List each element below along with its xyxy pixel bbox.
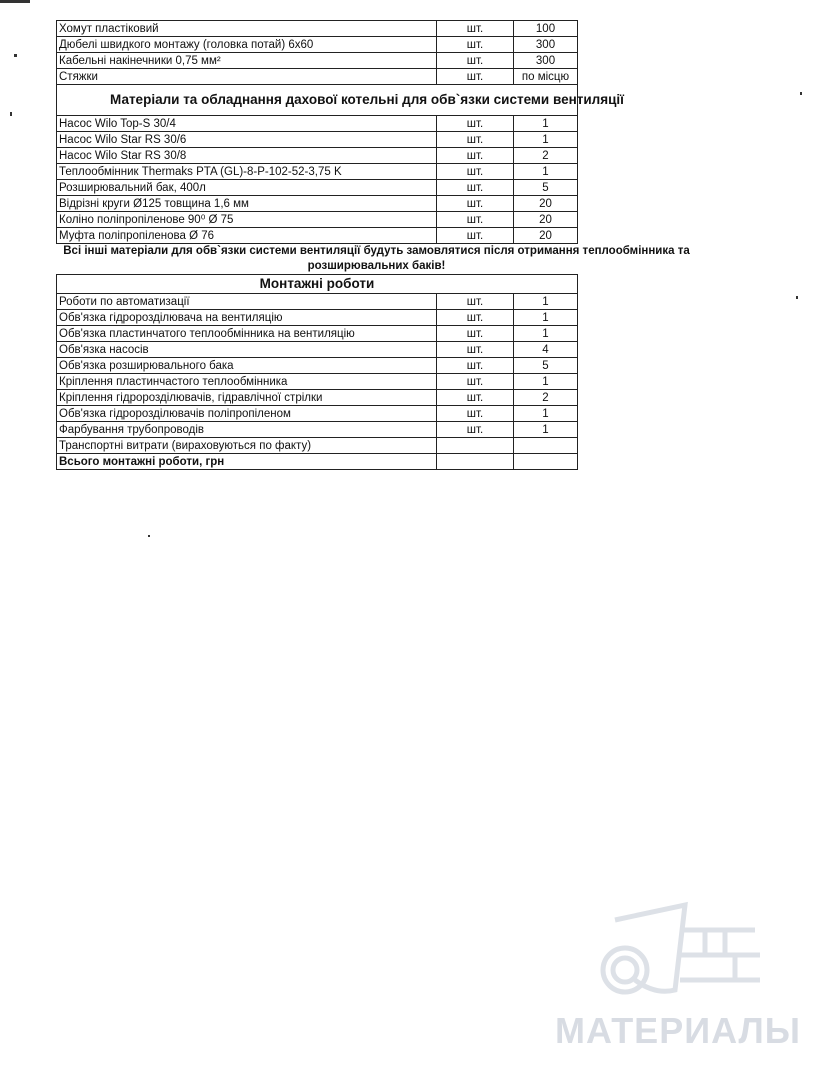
item-unit: шт. <box>437 342 514 358</box>
item-qty: 1 <box>514 294 578 310</box>
item-name: Коліно поліпропіленове 90⁰ Ø 75 <box>57 212 437 228</box>
table-row <box>57 148 578 164</box>
top-rows <box>57 21 690 470</box>
item-name: Обв'язка розширювального бака <box>57 358 437 374</box>
item-qty: 20 <box>514 228 578 244</box>
item-qty: 100 <box>514 21 578 37</box>
item-name: Обв'язка насосів <box>57 342 437 358</box>
table-row <box>57 358 578 374</box>
table-row <box>57 228 578 244</box>
table-row <box>57 37 578 53</box>
table-row <box>57 53 578 69</box>
item-name: Кабельні накінечники 0,75 мм² <box>57 53 437 69</box>
item-name: Насос Wilo Star RS 30/8 <box>57 148 437 164</box>
installation-section-title: Монтажні роботи <box>57 275 578 294</box>
item-name: Насос Wilo Star RS 30/6 <box>57 132 437 148</box>
total-label: Всього монтажні роботи, грн <box>57 454 437 470</box>
item-qty: 4 <box>514 342 578 358</box>
item-name: Роботи по автоматизації <box>57 294 437 310</box>
table-row <box>57 406 578 422</box>
table-row <box>57 116 578 132</box>
item-unit: шт. <box>437 406 514 422</box>
item-unit: шт. <box>437 148 514 164</box>
item-unit: шт. <box>437 69 514 85</box>
estimate-table <box>56 20 690 470</box>
item-unit: шт. <box>437 37 514 53</box>
total-unit <box>437 454 514 470</box>
transport-qty <box>514 438 578 454</box>
item-name: Обв'язка гідророзділювача на вентиляцію <box>57 310 437 326</box>
materials-note-cell <box>57 244 690 275</box>
item-qty: 20 <box>514 212 578 228</box>
item-unit: шт. <box>437 21 514 37</box>
item-unit: шт. <box>437 294 514 310</box>
table-row <box>57 310 578 326</box>
table-row <box>57 196 578 212</box>
item-name: Хомут пластіковий <box>57 21 437 37</box>
item-unit: шт. <box>437 196 514 212</box>
installation-section-header <box>57 275 578 294</box>
item-qty: 5 <box>514 358 578 374</box>
item-unit: шт. <box>437 422 514 438</box>
item-name: Розширювальний бак, 400л <box>57 180 437 196</box>
table-row <box>57 342 578 358</box>
item-name: Насос Wilo Top-S 30/4 <box>57 116 437 132</box>
table-row <box>57 326 578 342</box>
item-name: Муфта поліпропіленова Ø 76 <box>57 228 437 244</box>
item-qty: 300 <box>514 53 578 69</box>
table-row <box>57 422 578 438</box>
table-row <box>57 374 578 390</box>
item-unit: шт. <box>437 390 514 406</box>
watermark-text: МАТЕРИАЛЫ <box>555 1010 802 1051</box>
table-row <box>57 180 578 196</box>
item-qty: 1 <box>514 164 578 180</box>
item-qty: 2 <box>514 148 578 164</box>
item-name: Дюбелі швидкого монтажу (головка потай) 6х60 <box>57 37 437 53</box>
item-name: Обв'язка гідророзділювачів поліпропіленом <box>57 406 437 422</box>
item-unit: шт. <box>437 358 514 374</box>
item-unit: шт. <box>437 132 514 148</box>
scan-mark <box>10 112 12 116</box>
transport-unit <box>437 438 514 454</box>
item-qty: 1 <box>514 132 578 148</box>
transport-row <box>57 438 578 454</box>
item-name: Обв'язка пластинчатого теплообмінника на вентиляцію <box>57 326 437 342</box>
item-name: Відрізні круги Ø125 товщина 1,6 мм <box>57 196 437 212</box>
item-unit: шт. <box>437 374 514 390</box>
item-qty: 1 <box>514 116 578 132</box>
materials-section-title: Матеріали та обладнання дахової котельні для обв`язки системи вентиляції <box>110 92 624 107</box>
materials-note-row <box>57 244 578 275</box>
scan-mark <box>14 54 17 57</box>
item-qty: 1 <box>514 374 578 390</box>
item-name: Стяжки <box>57 69 437 85</box>
table-row <box>57 164 578 180</box>
item-qty: 20 <box>514 196 578 212</box>
item-unit: шт. <box>437 164 514 180</box>
table-row <box>57 294 578 310</box>
item-qty: 5 <box>514 180 578 196</box>
materials-note: Всі інші матеріали для обв`язки системи вентиляції будуть замовлятися після отримання теплообмінника та розширювальних баків! <box>63 245 690 272</box>
item-qty: по місцю <box>514 69 578 85</box>
materials-section-header <box>57 85 578 116</box>
item-qty: 1 <box>514 310 578 326</box>
item-name: Кріплення пластинчастого теплообмінника <box>57 374 437 390</box>
total-value <box>514 454 578 470</box>
item-unit: шт. <box>437 228 514 244</box>
scan-mark <box>148 535 150 537</box>
item-name: Теплообмінник Thermaks PTA (GL)-8-P-102-52-3,75 K <box>57 164 437 180</box>
materials-section-cell <box>57 85 624 116</box>
item-unit: шт. <box>437 212 514 228</box>
item-unit: шт. <box>437 53 514 69</box>
item-qty: 2 <box>514 390 578 406</box>
item-name: Кріплення гідророзділювачів, гідравлічної стрілки <box>57 390 437 406</box>
scan-mark <box>796 296 798 299</box>
table-row <box>57 390 578 406</box>
table-row <box>57 21 578 37</box>
estimate-sheet <box>56 20 690 470</box>
item-unit: шт. <box>437 116 514 132</box>
item-qty: 1 <box>514 326 578 342</box>
item-unit: шт. <box>437 180 514 196</box>
item-qty: 300 <box>514 37 578 53</box>
table-row <box>57 69 578 85</box>
transport-label: Транспортні витрати (вираховуються по факту) <box>57 438 437 454</box>
scan-mark <box>0 0 30 3</box>
item-name: Фарбування трубопроводів <box>57 422 437 438</box>
item-unit: шт. <box>437 310 514 326</box>
item-qty: 1 <box>514 422 578 438</box>
item-qty: 1 <box>514 406 578 422</box>
scan-mark <box>800 92 802 95</box>
item-unit: шт. <box>437 326 514 342</box>
table-row <box>57 212 578 228</box>
table-row <box>57 132 578 148</box>
total-row <box>57 454 578 470</box>
